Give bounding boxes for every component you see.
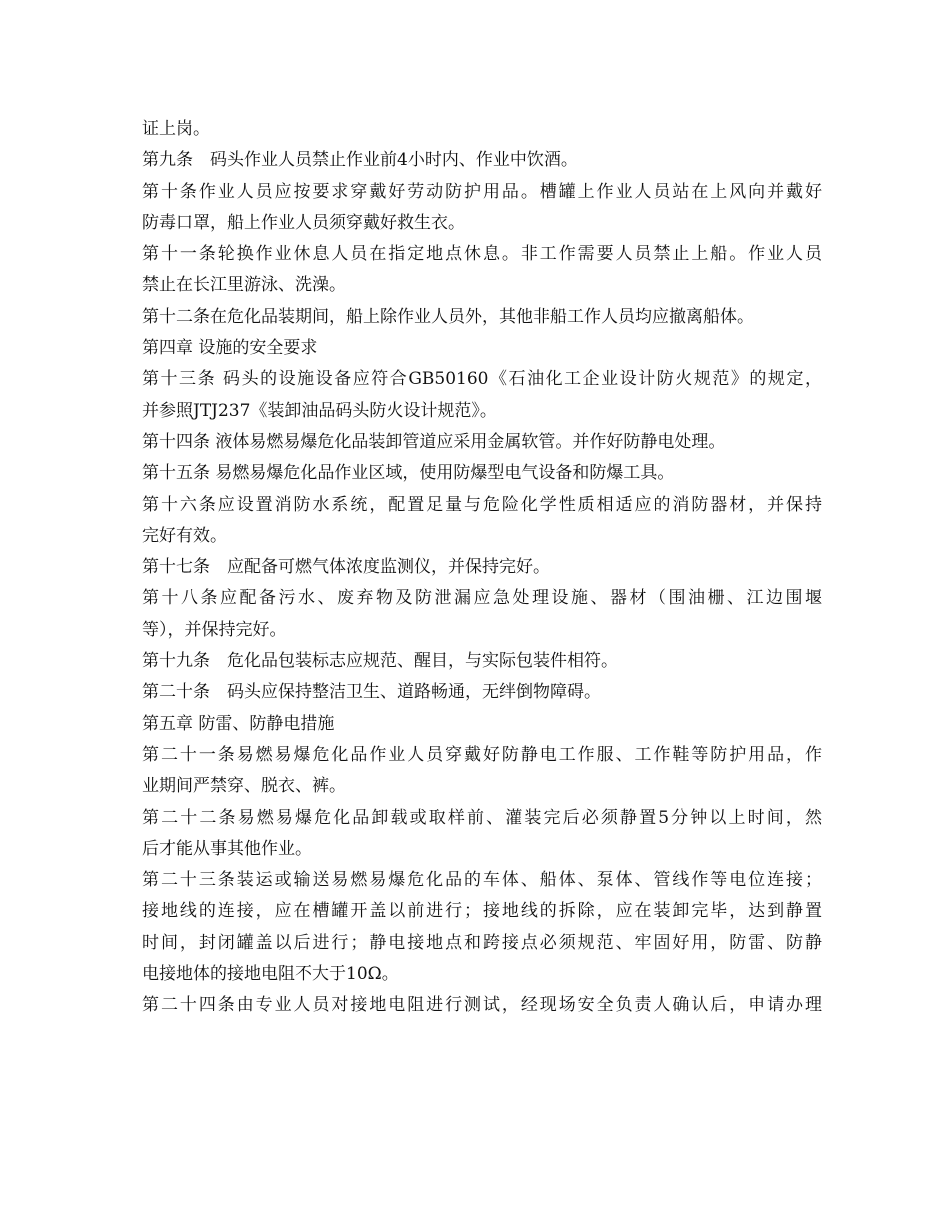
text-line: 第十二条在危化品装期间，船上除作业人员外，其他非船工作人员均应撤离船体。 — [142, 306, 754, 327]
text-line: 第二十三条装运或输送易燃易爆危化品的车体、船体、泵体、管线作等电位连接； — [142, 870, 822, 891]
chapter-heading: 第五章 防雷、防静电措施 — [142, 713, 335, 734]
text-line: 第十四条 液体易燃易爆危化品装卸管道应采用金属软管。并作好防静电处理。 — [142, 431, 726, 452]
document-body — [142, 114, 822, 1022]
text-line: 完好有效。 — [142, 525, 227, 546]
text-line: 电接地体的接地电阻不大于10Ω。 — [142, 964, 399, 985]
text-line: 第十九条 危化品包装标志应规范、醒目，与实际包装件相符。 — [142, 651, 618, 672]
text-line: 第二十一条易燃易爆危化品作业人员穿戴好防静电工作服、工作鞋等防护用品，作 — [142, 744, 822, 765]
text-line: 禁止在长江里游泳、洗澡。 — [142, 275, 346, 296]
text-line: 第九条 码头作业人员禁止作业前4小时内、作业中饮酒。 — [142, 150, 578, 171]
text-line: 第十三条 码头的设施设备应符合GB50160《石油化工企业设计防火规范》的规定， — [142, 369, 822, 390]
text-line: 第十六条应设置消防水系统，配置足量与危险化学性质相适应的消防器材，并保持 — [142, 494, 822, 515]
text-line: 等），并保持完好。 — [142, 619, 287, 640]
text-line: 第十一条轮换作业休息人员在指定地点休息。非工作需要人员禁止上船。作业人员 — [142, 244, 822, 265]
text-line: 时间，封闭罐盖以后进行；静电接地点和跨接点必须规范、牢固好用，防雷、防静 — [142, 932, 822, 953]
text-line: 后才能从事其他作业。 — [142, 838, 312, 859]
text-line: 第十八条应配备污水、废弃物及防泄漏应急处理设施、器材（围油栅、江边围堰 — [142, 588, 822, 609]
text-line: 业期间严禁穿、脱衣、裤。 — [142, 776, 346, 797]
text-line: 并参照JTJ237《装卸油品码头防火设计规范》。 — [142, 400, 497, 421]
text-line: 第二十四条由专业人员对接地电阻进行测试，经现场安全负责人确认后，申请办理 — [142, 995, 822, 1016]
text-line: 第十条作业人员应按要求穿戴好劳动防护用品。槽罐上作业人员站在上风向并戴好 — [142, 181, 822, 202]
text-line: 防毒口罩，船上作业人员须穿戴好救生衣。 — [142, 212, 465, 233]
text-line: 证上岗。 — [142, 119, 210, 139]
text-line: 第二十条 码头应保持整洁卫生、道路畅通，无绊倒物障碍。 — [142, 682, 601, 703]
chapter-heading: 第四章 设施的安全要求 — [142, 338, 318, 359]
text-line: 第二十二条易燃易爆危化品卸载或取样前、灌装完后必须静置5分钟以上时间，然 — [142, 807, 822, 828]
text-line: 接地线的连接，应在槽罐开盖以前进行；接地线的拆除，应在装卸完毕，达到静置 — [142, 901, 822, 922]
text-line: 第十七条 应配备可燃气体浓度监测仪，并保持完好。 — [142, 557, 550, 578]
text-line: 第十五条 易燃易爆危化品作业区域，使用防爆型电气设备和防爆工具。 — [142, 463, 675, 484]
